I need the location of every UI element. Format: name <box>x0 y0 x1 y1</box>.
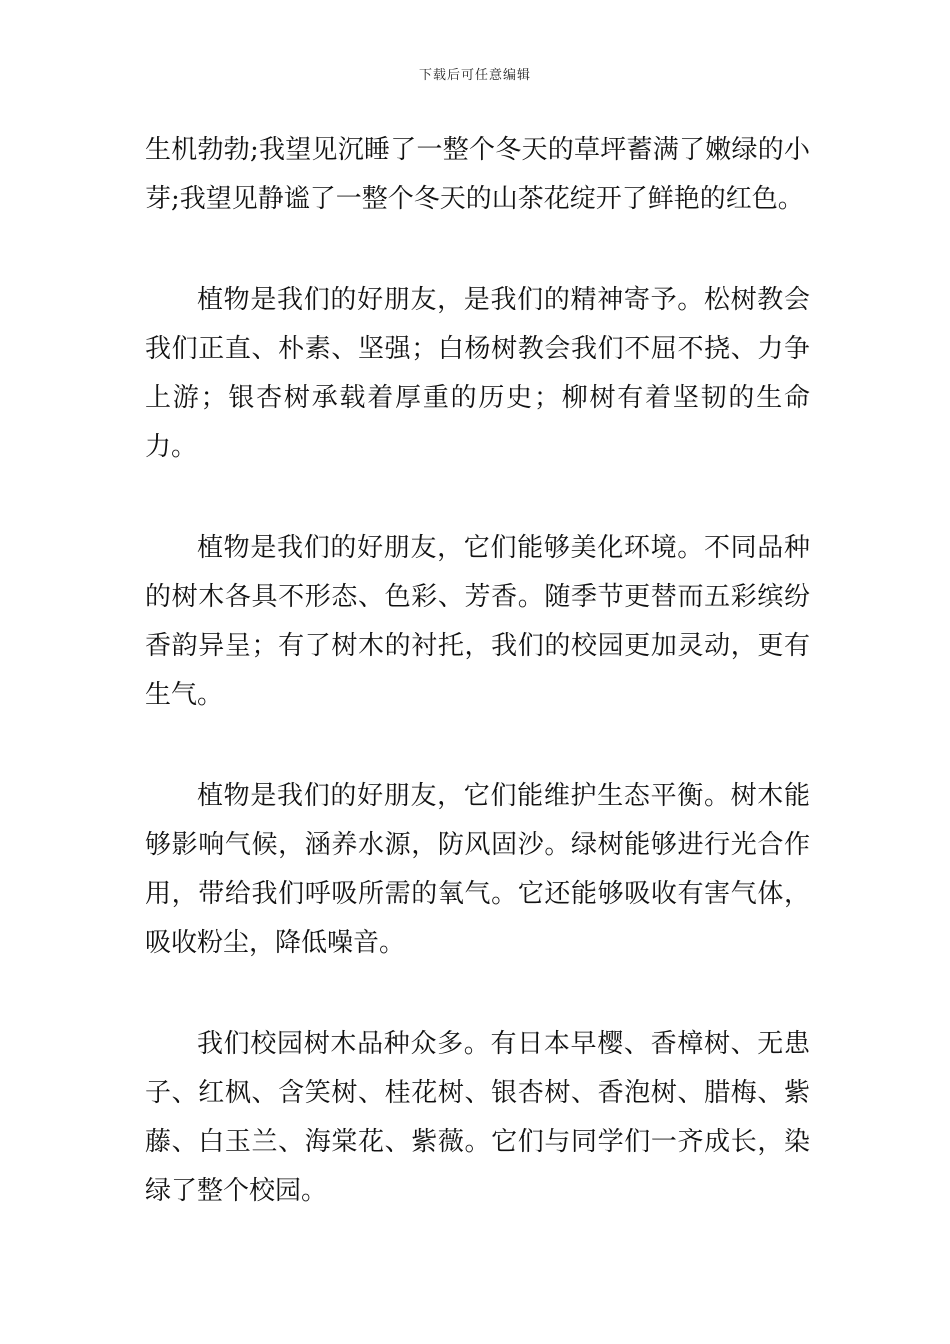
document-body <box>145 126 810 1216</box>
paragraph-ecology: 植物是我们的好朋友，它们能维护生态平衡。树木能够影响气候，涵养水源，防风固沙。绿树能够进行光合作用，带给我们呼吸所需的氧气。它还能够吸收有害气体，吸收粉尘，降低噪音。 <box>145 781 810 958</box>
paragraph-continuation: 生机勃勃;我望见沉睡了一整个冬天的草坪蓄满了嫩绿的小芽;我望见静谧了一整个冬天的山茶花绽开了鲜艳的红色。 <box>145 135 810 214</box>
paragraph-environment: 植物是我们的好朋友，它们能够美化环境。不同品种的树木各具不形态、色彩、芳香。随季节更替而五彩缤纷香韵异呈；有了树木的衬托，我们的校园更加灵动，更有生气。 <box>145 533 810 710</box>
paragraph-gap <box>145 968 810 1020</box>
paragraph-gap <box>145 720 810 772</box>
paragraph-campus-trees: 我们校园树木品种众多。有日本早樱、香樟树、无患子、红枫、含笑树、桂花树、银杏树、香泡树、腊梅、紫藤、白玉兰、海棠花、紫薇。它们与同学们一齐成长，染绿了整个校园。 <box>145 1029 810 1206</box>
page-header-note: 下载后可任意编辑 <box>418 68 531 83</box>
paragraph-spirit: 植物是我们的好朋友，是我们的精神寄予。松树教会我们正直、朴素、坚强；白杨树教会我们不屈不挠、力争上游；银杏树承载着厚重的历史；柳树有着坚韧的生命力。 <box>145 285 810 462</box>
paragraph-gap <box>145 472 810 524</box>
paragraph-gap <box>145 224 810 276</box>
